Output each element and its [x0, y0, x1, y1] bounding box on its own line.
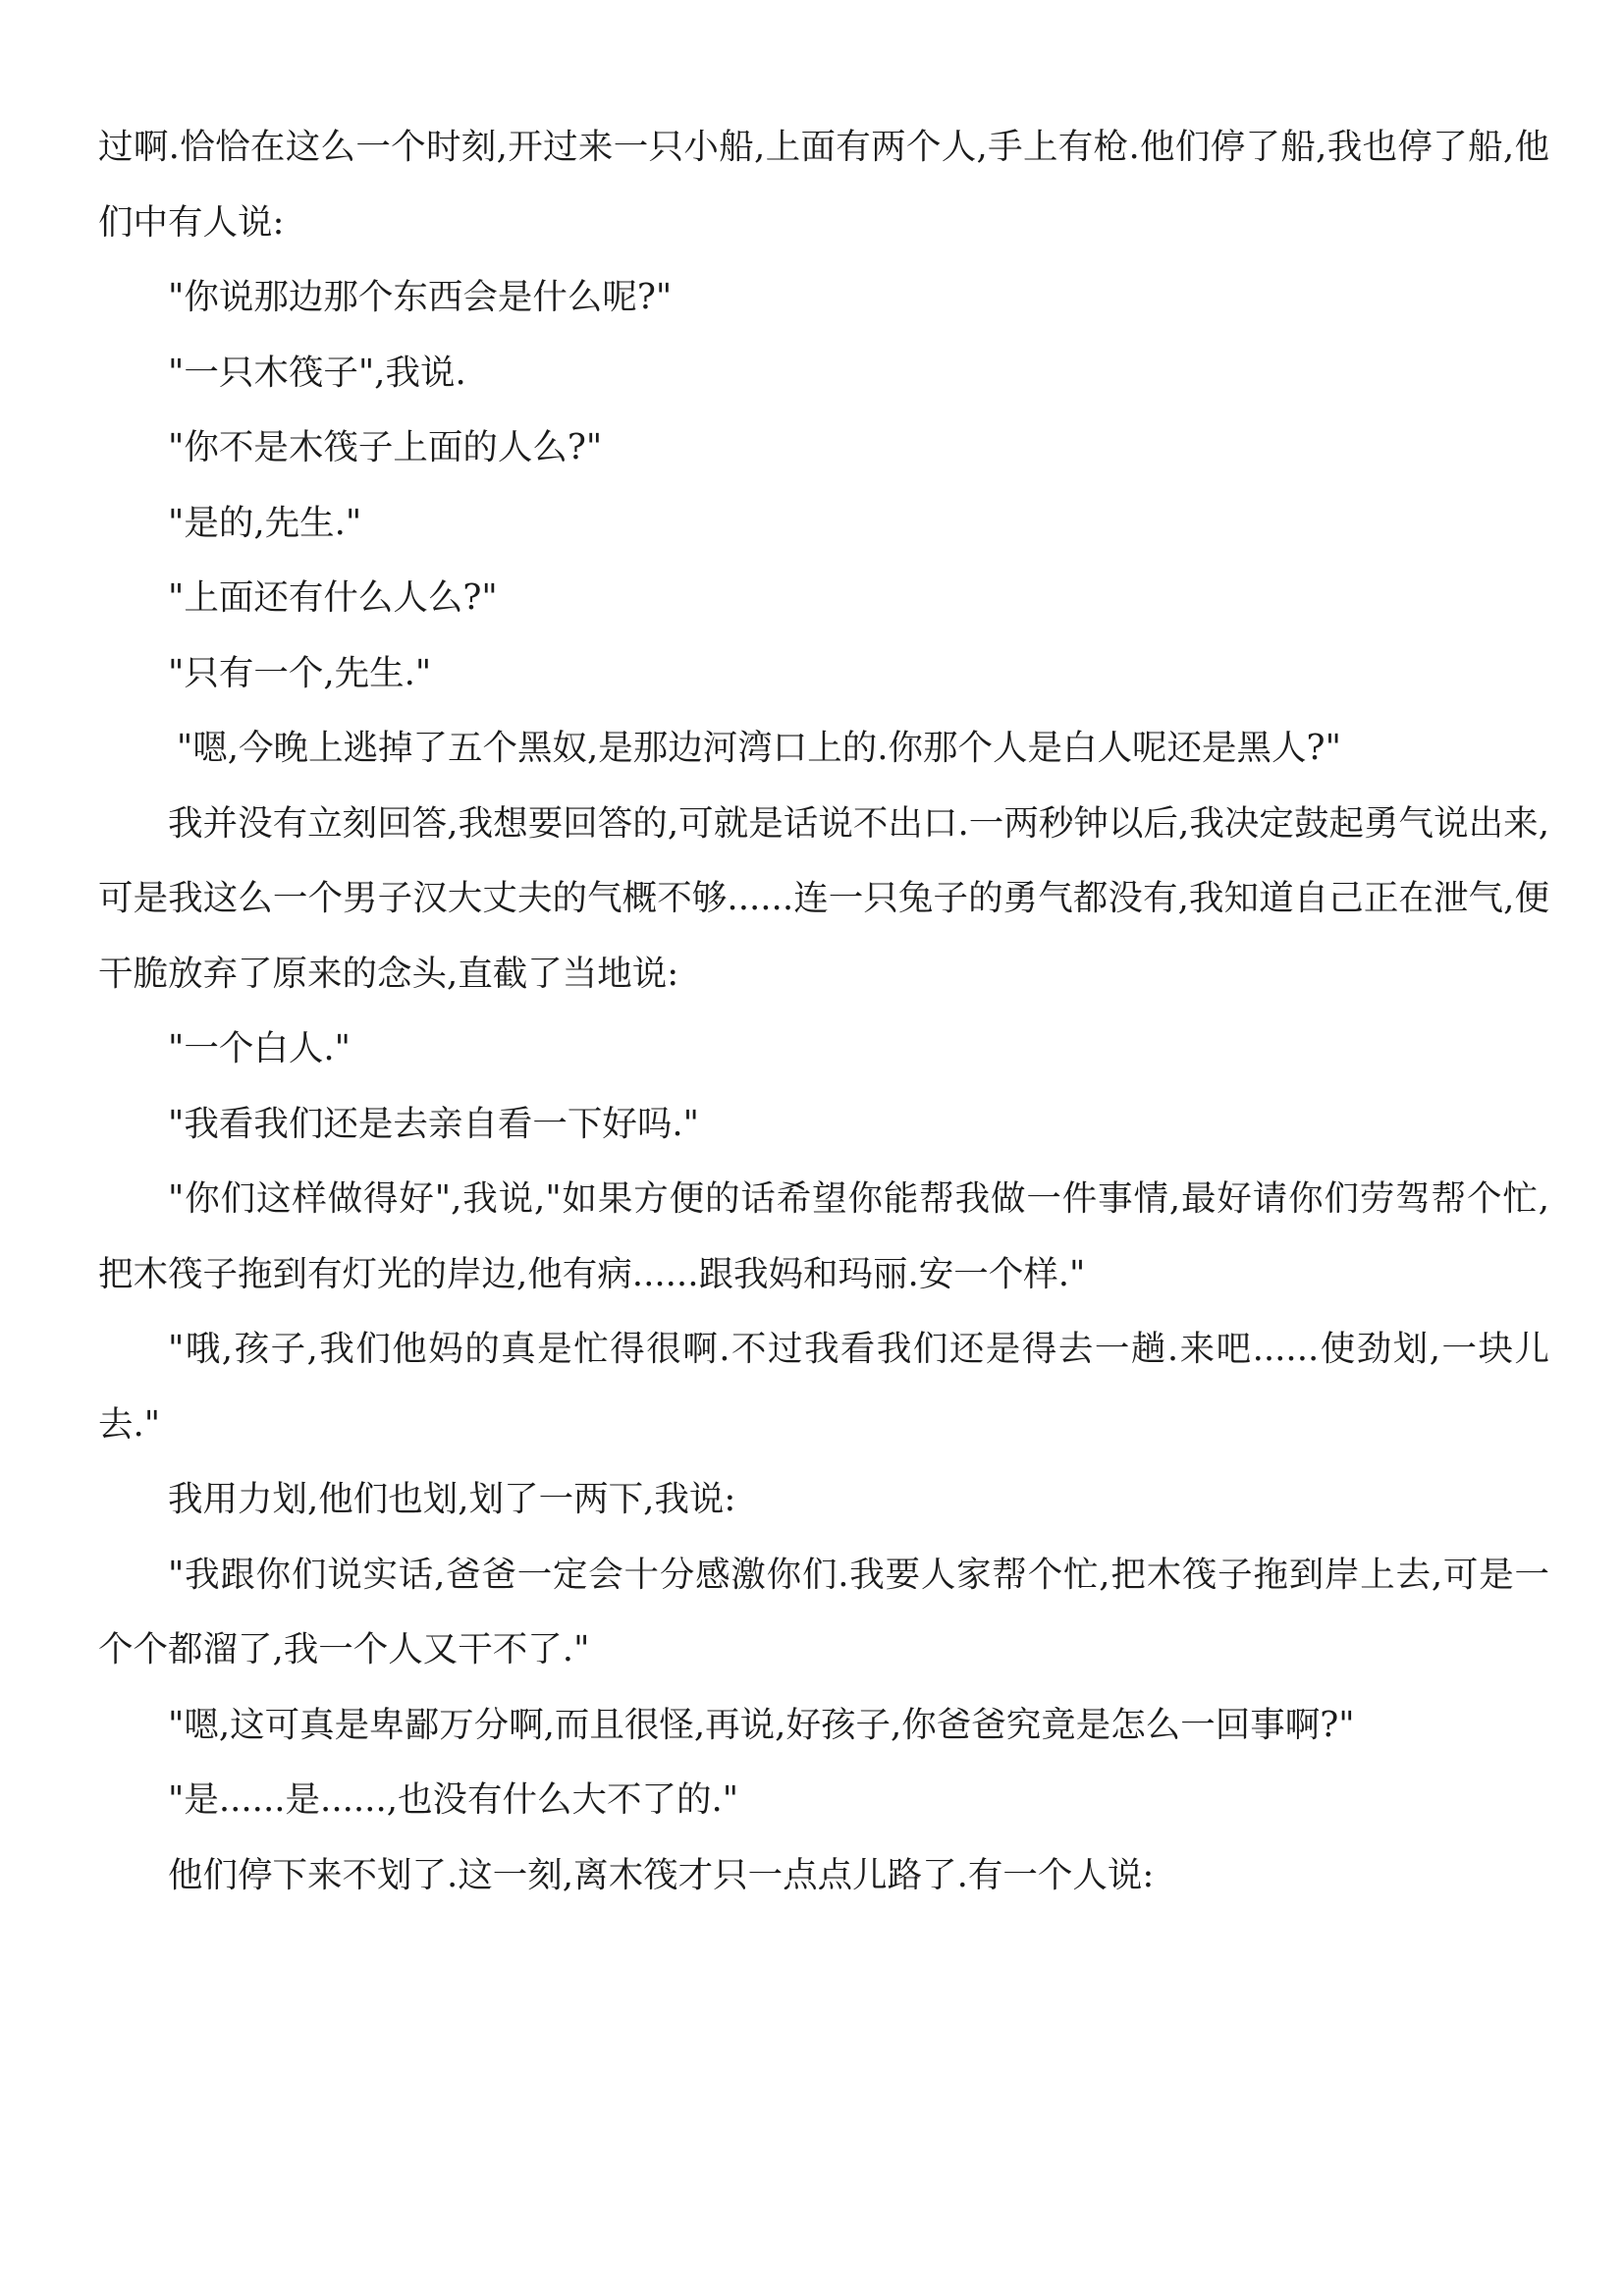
- paragraph-6: "上面还有什么人么?": [168, 577, 498, 618]
- paragraph-14: 我用力划,他们也划,划了一两下,我说:: [168, 1479, 736, 1519]
- paragraph-13: "哦,孩子,我们他妈的真是忙得很啊.不过我看我们还是得去一趟.来吧......使劲划,一块儿去.": [98, 1329, 1549, 1445]
- paragraph-5: "是的,先生.": [168, 502, 362, 543]
- paragraph-8: "嗯,今晚上逃掉了五个黑奴,是那边河湾口上的.你那个人是白人呢还是黑人?": [176, 728, 1341, 768]
- paragraph-1: 过啊.恰恰在这么一个时刻,开过来一只小船,上面有两个人,手上有枪.他们停了船,我也停了船,他们中有人说:: [98, 127, 1549, 243]
- paragraph-18: 他们停下来不划了.这一刻,离木筏才只一点点儿路了.有一个人说:: [168, 1854, 1155, 1895]
- paragraph-3: "一只木筏子",我说.: [168, 352, 466, 393]
- paragraph-12: "你们这样做得好",我说,"如果方便的话希望你能帮我做一件事情,最好请你们劳驾帮个忙,把木筏子拖到有灯光的岸边,他有病......跟我妈和玛丽.安一个样.": [98, 1178, 1549, 1294]
- paragraph-15: "我跟你们说实话,爸爸一定会十分感激你们.我要人家帮个忙,把木筏子拖到岸上去,可是一个个都溜了,我一个人又干不了.": [98, 1554, 1549, 1669]
- paragraph-7: "只有一个,先生.": [168, 652, 432, 693]
- body-text: [98, 110, 1549, 1913]
- paragraph-11: "我看我们还是去亲自看一下好吗.": [168, 1103, 699, 1144]
- paragraph-10: "一个白人.": [168, 1028, 351, 1068]
- paragraph-2: "你说那边那个东西会是什么呢?": [168, 277, 673, 317]
- paragraph-17: "是......是......,也没有什么大不了的.": [168, 1779, 739, 1820]
- paragraph-9: 我并没有立刻回答,我想要回答的,可就是话说不出口.一两秒钟以后,我决定鼓起勇气说出来,可是我这么一个男子汉大丈夫的气概不够......连一只兔子的勇气都没有,我知道自己正在泄气,便干脆放弃了原来的念头,直截了当地说:: [98, 802, 1549, 994]
- paragraph-4: "你不是木筏子上面的人么?": [168, 427, 603, 467]
- paragraph-16: "嗯,这可真是卑鄙万分啊,而且很怪,再说,好孩子,你爸爸究竟是怎么一回事啊?": [168, 1704, 1355, 1745]
